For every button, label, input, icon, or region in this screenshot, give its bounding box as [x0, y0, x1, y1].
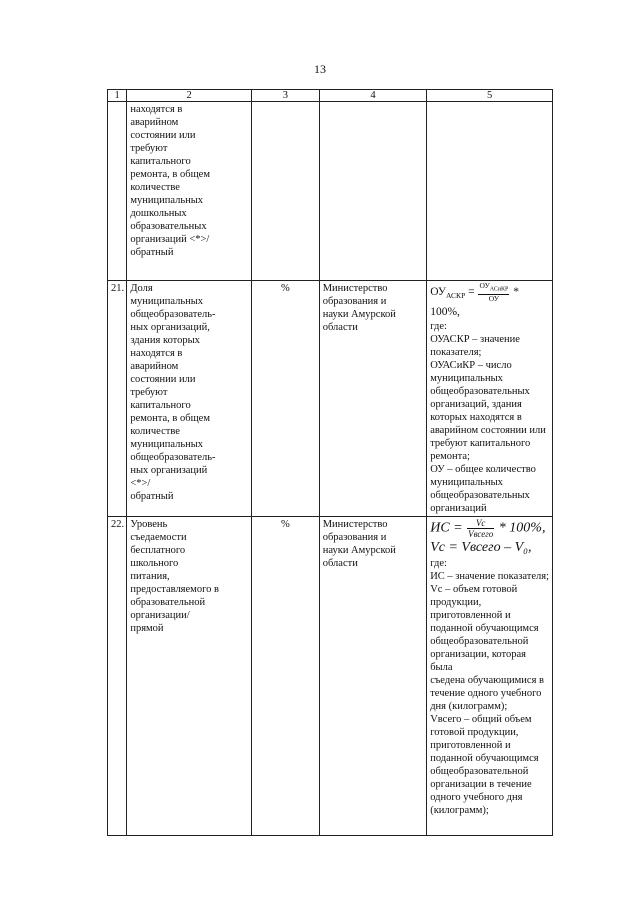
column-header: 4	[319, 90, 426, 102]
formula-lhs: ОУ	[430, 285, 447, 298]
row-number: 22.	[108, 517, 127, 836]
row-number: 21.	[108, 281, 127, 517]
row-number	[108, 102, 127, 281]
column-header: 2	[127, 90, 252, 102]
formula	[430, 518, 549, 539]
formula-rhs: * 100%,	[495, 520, 546, 536]
table-row	[108, 517, 553, 836]
page-number: 13	[314, 62, 326, 76]
column-header: 3	[252, 90, 320, 102]
calculation-method	[427, 281, 553, 517]
formula: $ОУ_{АСКР}$ = $\frac{ОУ_{АСиКР}}{ОУ}$ * 100%,	[430, 281, 520, 319]
formula-rhs: * 100%,	[430, 285, 520, 319]
table-header-row	[108, 90, 553, 102]
unit-of-measure: %	[252, 281, 320, 517]
formula-lhs-sub: АСКР	[446, 291, 466, 301]
formula-definitions: где: ИС – значение показателя; Vc – объем готовой продукции, приготовленной и поданной обучающимся общеобразовательной организации, которая была съедена обучающимися в течение одного учебного дня (килограмм); Vвсего – общий объем готовой продукции, приготовленной и поданной обучающимся общеобразовательной организации в течение одного учебного дня (килограмм);	[430, 558, 550, 817]
calculation-method	[427, 102, 553, 281]
formula-fraction	[467, 518, 494, 539]
responsible-body: Министерство образования и науки Амурской области	[319, 281, 426, 517]
unit-of-measure: %	[252, 517, 320, 836]
calculation-method	[427, 517, 553, 836]
responsible-body	[319, 102, 426, 281]
indicator-name: Доля муниципальных общеобразователь- ных организаций, здания которых находятся в аварийном состоянии или требуют капитального ремонта, в общем количестве муниципальных общеобразователь- ных организаций <*>/ обратный	[127, 281, 252, 517]
fraction-denominator: Vвсего	[468, 529, 494, 540]
fraction-numerator: Vc	[467, 518, 494, 529]
fraction-numerator: $ОУ_{АСиКР}$	[479, 281, 509, 293]
column-header: 5	[427, 90, 553, 102]
indicator-name: Уровень съедаемости бесплатного школьного питания, предоставляемого в образовательной организации/ прямой	[127, 517, 252, 836]
unit-of-measure	[252, 102, 320, 281]
formula-definitions: где: ОУАСКР – значение показателя; ОУАСиКР – число муниципальных общеобразовательных организаций, здания которых находятся в аварийном состоянии или требуют капитального ремонта; ОУ – общее количество муниципальных общеобразовательных организаций	[430, 321, 546, 515]
table-row	[108, 281, 553, 517]
indicator-name: находятся в аварийном состоянии или требуют капитального ремонта, в общем количестве муниципальных дошкольных образовательных организаций <*>/ обратный	[127, 102, 252, 281]
table-row	[108, 102, 553, 281]
column-header: 1	[108, 90, 127, 102]
responsible-body: Министерство образования и науки Амурской области	[319, 517, 426, 836]
formula-fraction	[478, 282, 509, 303]
indicators-table	[107, 89, 553, 836]
formula-second: Vc = Vвсего – V₀,	[430, 540, 532, 556]
formula-lhs: ИС =	[430, 520, 467, 536]
fraction-denominator: ОУ	[488, 293, 500, 303]
